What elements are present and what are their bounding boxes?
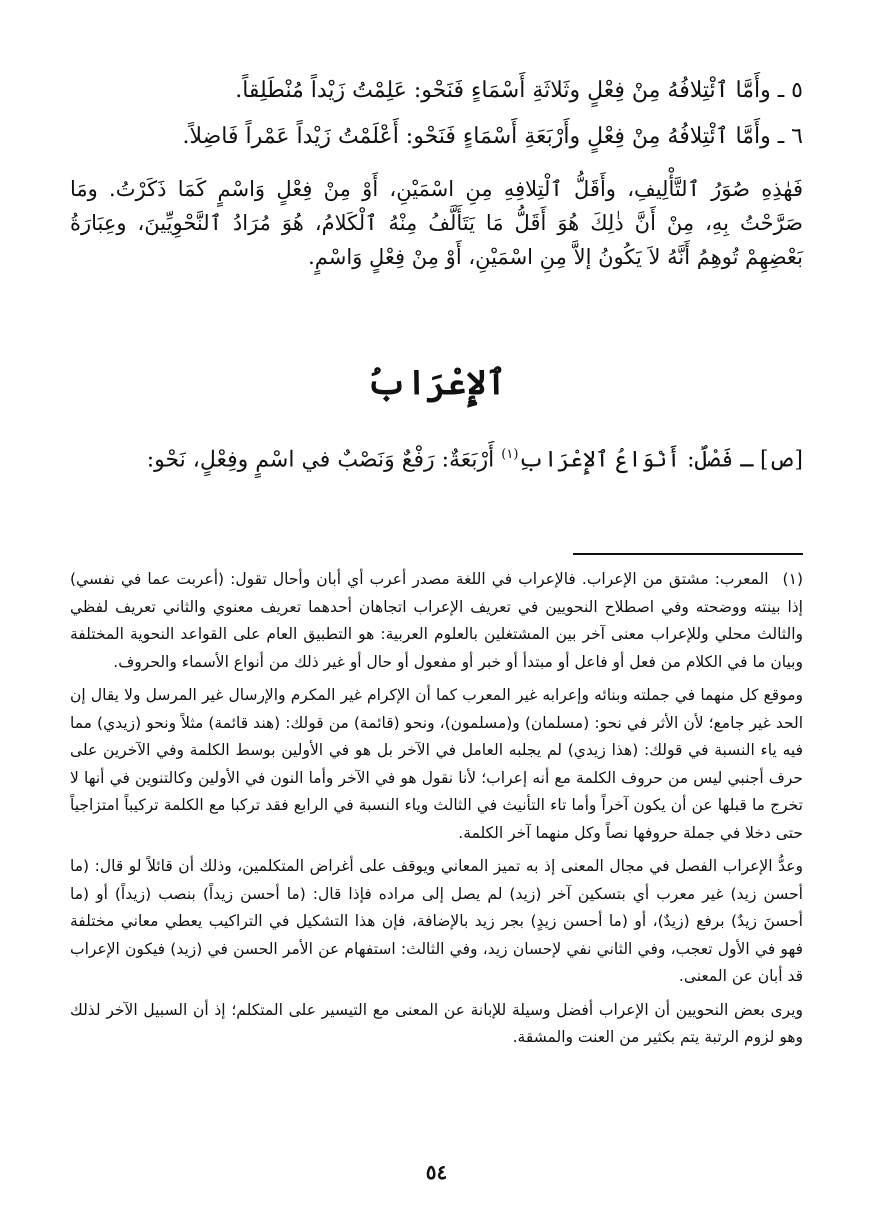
footnote-paragraph: وعدُّ الإعراب الفصل في مجال المعنى إذ به تميز المعاني ويوقف على أغراض المتكلمين، وذلك أن قائلاً لو قال: (ما أحسن زيد) غير معرب أي بتسكين آخر (زيد) لم يصل إلى مراده فإذا قال: (ما أحسن زيداً) بنصب (زيداً) أو (ما أحسنَ زيدٌ) برفع (زيدٌ)، أو (ما أحسن زيدٍ) بجر زيد بالإضافة، فإن هذا التشكيل في التراكيب يعطي معاني مختلفة فهو في الأول تعجب، وفي الثاني نفي لإحسان زيد، وفي الثالث: استفهام عن الأمر الحسن في (زيد) فيكون الإعراب قد أبان عن المعنى. [70, 857, 803, 985]
main-paragraph: فَهٰذِهِ صُوَرُ ٱلتَّأْلِيفِ، وأَقَلُّ ٱلْتِلافِهِ مِنِ اسْمَيْنِ، أَوْ مِنْ فِعْلٍ وَاسْمٍ كَمَا ذَكَرْتُ. ومَا صَرَّحْتُ بِهِ، مِنْ أَنَّ ذٰلِكَ هُوَ أَقَلُّ مَا يَتَأَلَّفُ مِنْهُ ٱلْكَلامُ، هُوَ مُرَادُ ٱلنَّحْوِيِّينَ، وعِبَارَةُ بَعْضِهِمْ تُوهِمُ أَنَّهُ لاَ يَكُونُ إلاَّ مِنِ اسْمَيْنِ، أَوْ مِنْ فِعْلٍ وَاسْمٍ. [70, 177, 803, 269]
footnote-paragraph: وموقع كل منهما في جملته وبنائه وإعرابه غير المعرب كما أن الإكرام غير المكرم والإرسال غير المرسل ولا يقال إن الحد غير جامع؛ لأن الأثر في نحو: (مسلمان) و(مسلمون)، ونحو (قائمة) من قولك: (هند قائمة) مثلاً ونحو (زيدي) مما فيه ياء النسبة في قولك: (هذا زيدي) لم يجلبه العامل في الآخر بل هو في الأولين بوسط الكلمة وفي الآخرين على حرف أجنبي ليس من حروف الكلمة مع أنه إعراب؛ لأنا نقول هو في الآخر وأما النون في الأولين وكالتنوين في أنها لا تخرج ما قبلها عن أن يكون آخراً وأما تاء التأنيث في الثالث وياء النسبة في الرابع فقد تركبا مع الكلمة تركيباً امتزاجياً حتى دخلا في جملة حروفها نصاً وكل منهما آخر الكلمة. [70, 686, 803, 842]
page-number: ٥٤ [425, 1160, 448, 1184]
section-heading: ٱلإِعْرَابُ [366, 363, 507, 403]
footnote-text: المعرب: مشتق من الإعراب. فالإعراب في اللغة مصدر أعرب أي أبان وأحال تقول: (أعربت عما في نفسي) إذا بينته ووضحته وفي اصطلاح النحويين في تعريف الإعراب اتجاهان أحدهما تعريف معنوي والثاني تعريف لفظي والثالث محلي وللإعراب معنى آخر بين المشتغلين بالعلوم العربية: هو التطبيق العام على القواعد النحوية المختلفة وبيان ما في الكلام من فعل أو فاعل أو مبتدأ أو خبر أو مفعول أو حال أو غير ذلك من أنواع الأسماء والحروف. [70, 570, 803, 671]
footnote-number: (١) [782, 570, 803, 588]
footnote-separator [573, 553, 803, 555]
footnote-paragraph [70, 566, 803, 676]
text-line-6: ٦ ـ وأَمَّا ٱئْتِلافُهُ مِنْ فِعْلٍ وأَرْبَعَةِ أَسْمَاءٍ فَنَحْو: أَعْلَمْتُ زَيْداً عَمْراً فَاضِلاً. [182, 124, 803, 149]
text-line-5: ٥ ـ وأَمَّا ٱئْتِلافُهُ مِنْ فِعْلٍ وثَلاثَةِ أَسْمَاءٍ فَنَحْو: عَلِمْتُ زَيْداً مُنْطَلِقاً. [235, 78, 803, 103]
footnote-reference-mark: (١) [501, 447, 519, 462]
footnote-paragraph: ويرى بعض النحويين أن الإعراب أفضل وسيلة للإبانة عن المعنى مع التيسير على المتكلم؛ إذ أن السبيل الآخر لذلك وهو لزوم الرتبة يتم بكثير من العنت والمشقة. [70, 1000, 803, 1046]
section-text-after: أَرْبَعَةٌ: رَفْعٌ وَنَصْبٌ في اسْمٍ وفِعْلٍ، نَحْو: [146, 447, 495, 473]
footnotes-block [70, 566, 803, 1058]
section-text-before: [ص] ـ فَصْلٌ: أَنْوَاعُ ٱلإِعْرَابِ [518, 447, 803, 473]
section-opening-line [70, 447, 803, 472]
